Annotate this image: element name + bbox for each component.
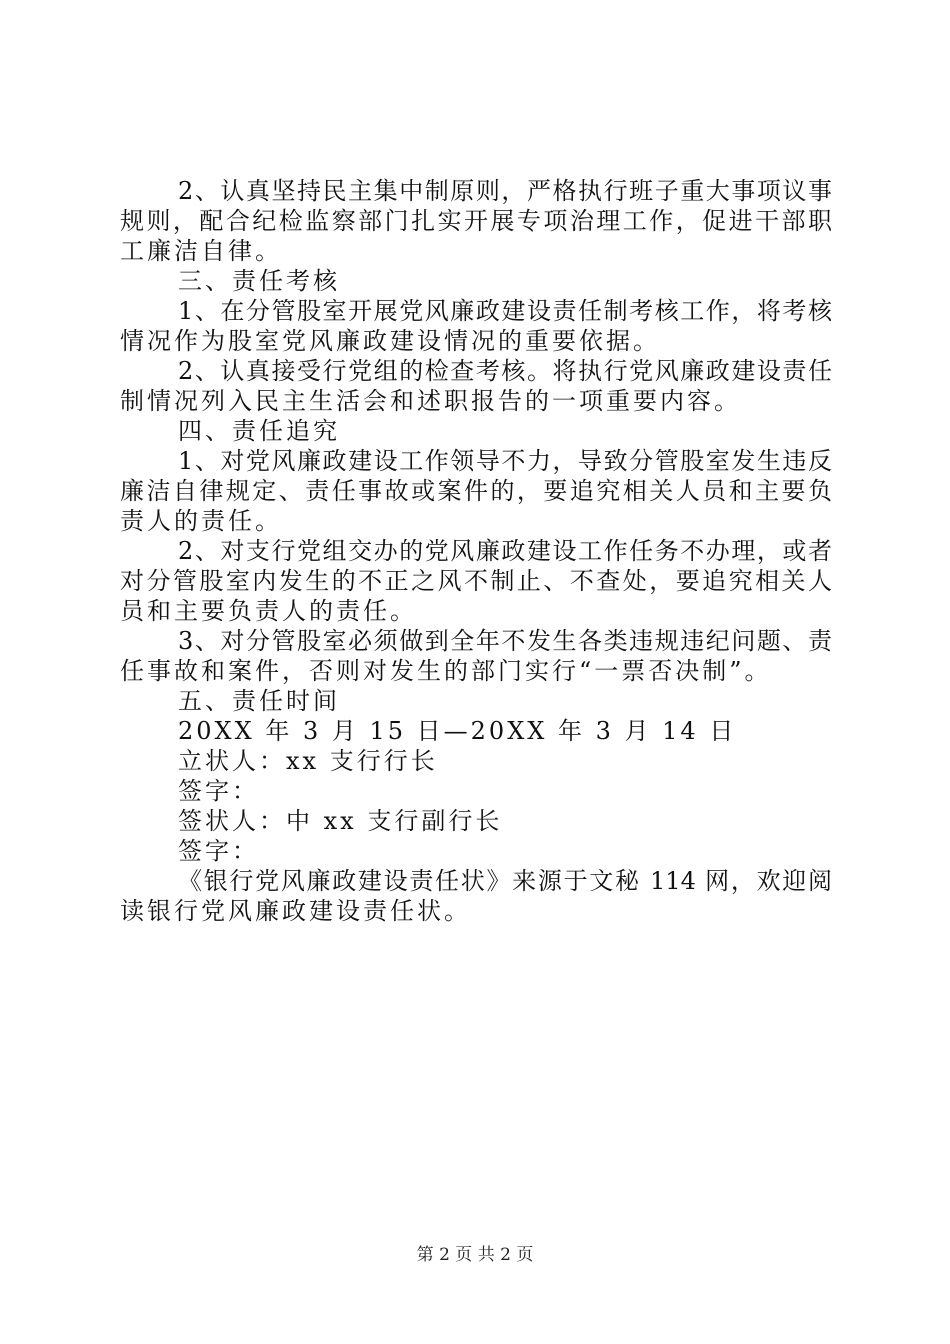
signature-line: 签字： <box>178 837 259 865</box>
paragraph-line: 责人的责任。 <box>120 507 282 535</box>
paragraph-line: 规则，配合纪检监察部门扎实开展专项治理工作，促进干部职 <box>120 207 832 235</box>
paragraph-line: 2、认真坚持民主集中制原则，严格执行班子重大事项议事 <box>178 177 832 205</box>
paragraph-line: 3、对分管股室必须做到全年不发生各类违规违纪问题、责 <box>178 627 832 655</box>
paragraph-line: 工廉洁自律。 <box>120 237 282 265</box>
document-body <box>120 176 832 926</box>
paragraph-line: 任事故和案件，否则对发生的部门实行“一票否决制”。 <box>120 657 772 685</box>
signer-line: 签状人：中 xx 支行副行长 <box>178 807 503 835</box>
section-heading: 四、责任追究 <box>178 417 340 445</box>
paragraph-line: 情况作为股室党风廉政建设情况的重要依据。 <box>120 327 660 355</box>
source-note: 读银行党风廉政建设责任状。 <box>120 897 471 925</box>
paragraph-line: 1、对党风廉政建设工作领导不力，导致分管股室发生违反 <box>178 447 832 475</box>
section-heading: 五、责任时间 <box>178 687 340 715</box>
paragraph-line: 1、在分管股室开展党风廉政建设责任制考核工作，将考核 <box>178 297 832 325</box>
paragraph-line: 廉洁自律规定、责任事故或案件的，要追究相关人员和主要负 <box>120 477 832 505</box>
issuer-line: 立状人：xx 支行行长 <box>178 747 438 775</box>
signature-line: 签字： <box>178 777 259 805</box>
paragraph-line: 2、认真接受行党组的检查考核。将执行党风廉政建设责任 <box>178 357 832 385</box>
date-range: 20XX 年 3 月 15 日—20XX 年 3 月 14 日 <box>178 717 737 745</box>
paragraph-line: 2、对支行党组交办的党风廉政建设工作任务不办理，或者 <box>178 537 832 565</box>
page-footer: 第 2 页 共 2 页 <box>416 1245 534 1265</box>
paragraph-line: 制情况列入民主生活会和述职报告的一项重要内容。 <box>120 387 741 415</box>
source-note: 《银行党风廉政建设责任状》来源于文秘 114 网，欢迎阅 <box>178 867 832 895</box>
section-heading: 三、责任考核 <box>178 267 340 295</box>
paragraph-line: 对分管股室内发生的不正之风不制止、不查处，要追究相关人 <box>120 567 832 595</box>
paragraph-line: 员和主要负责人的责任。 <box>120 597 417 625</box>
